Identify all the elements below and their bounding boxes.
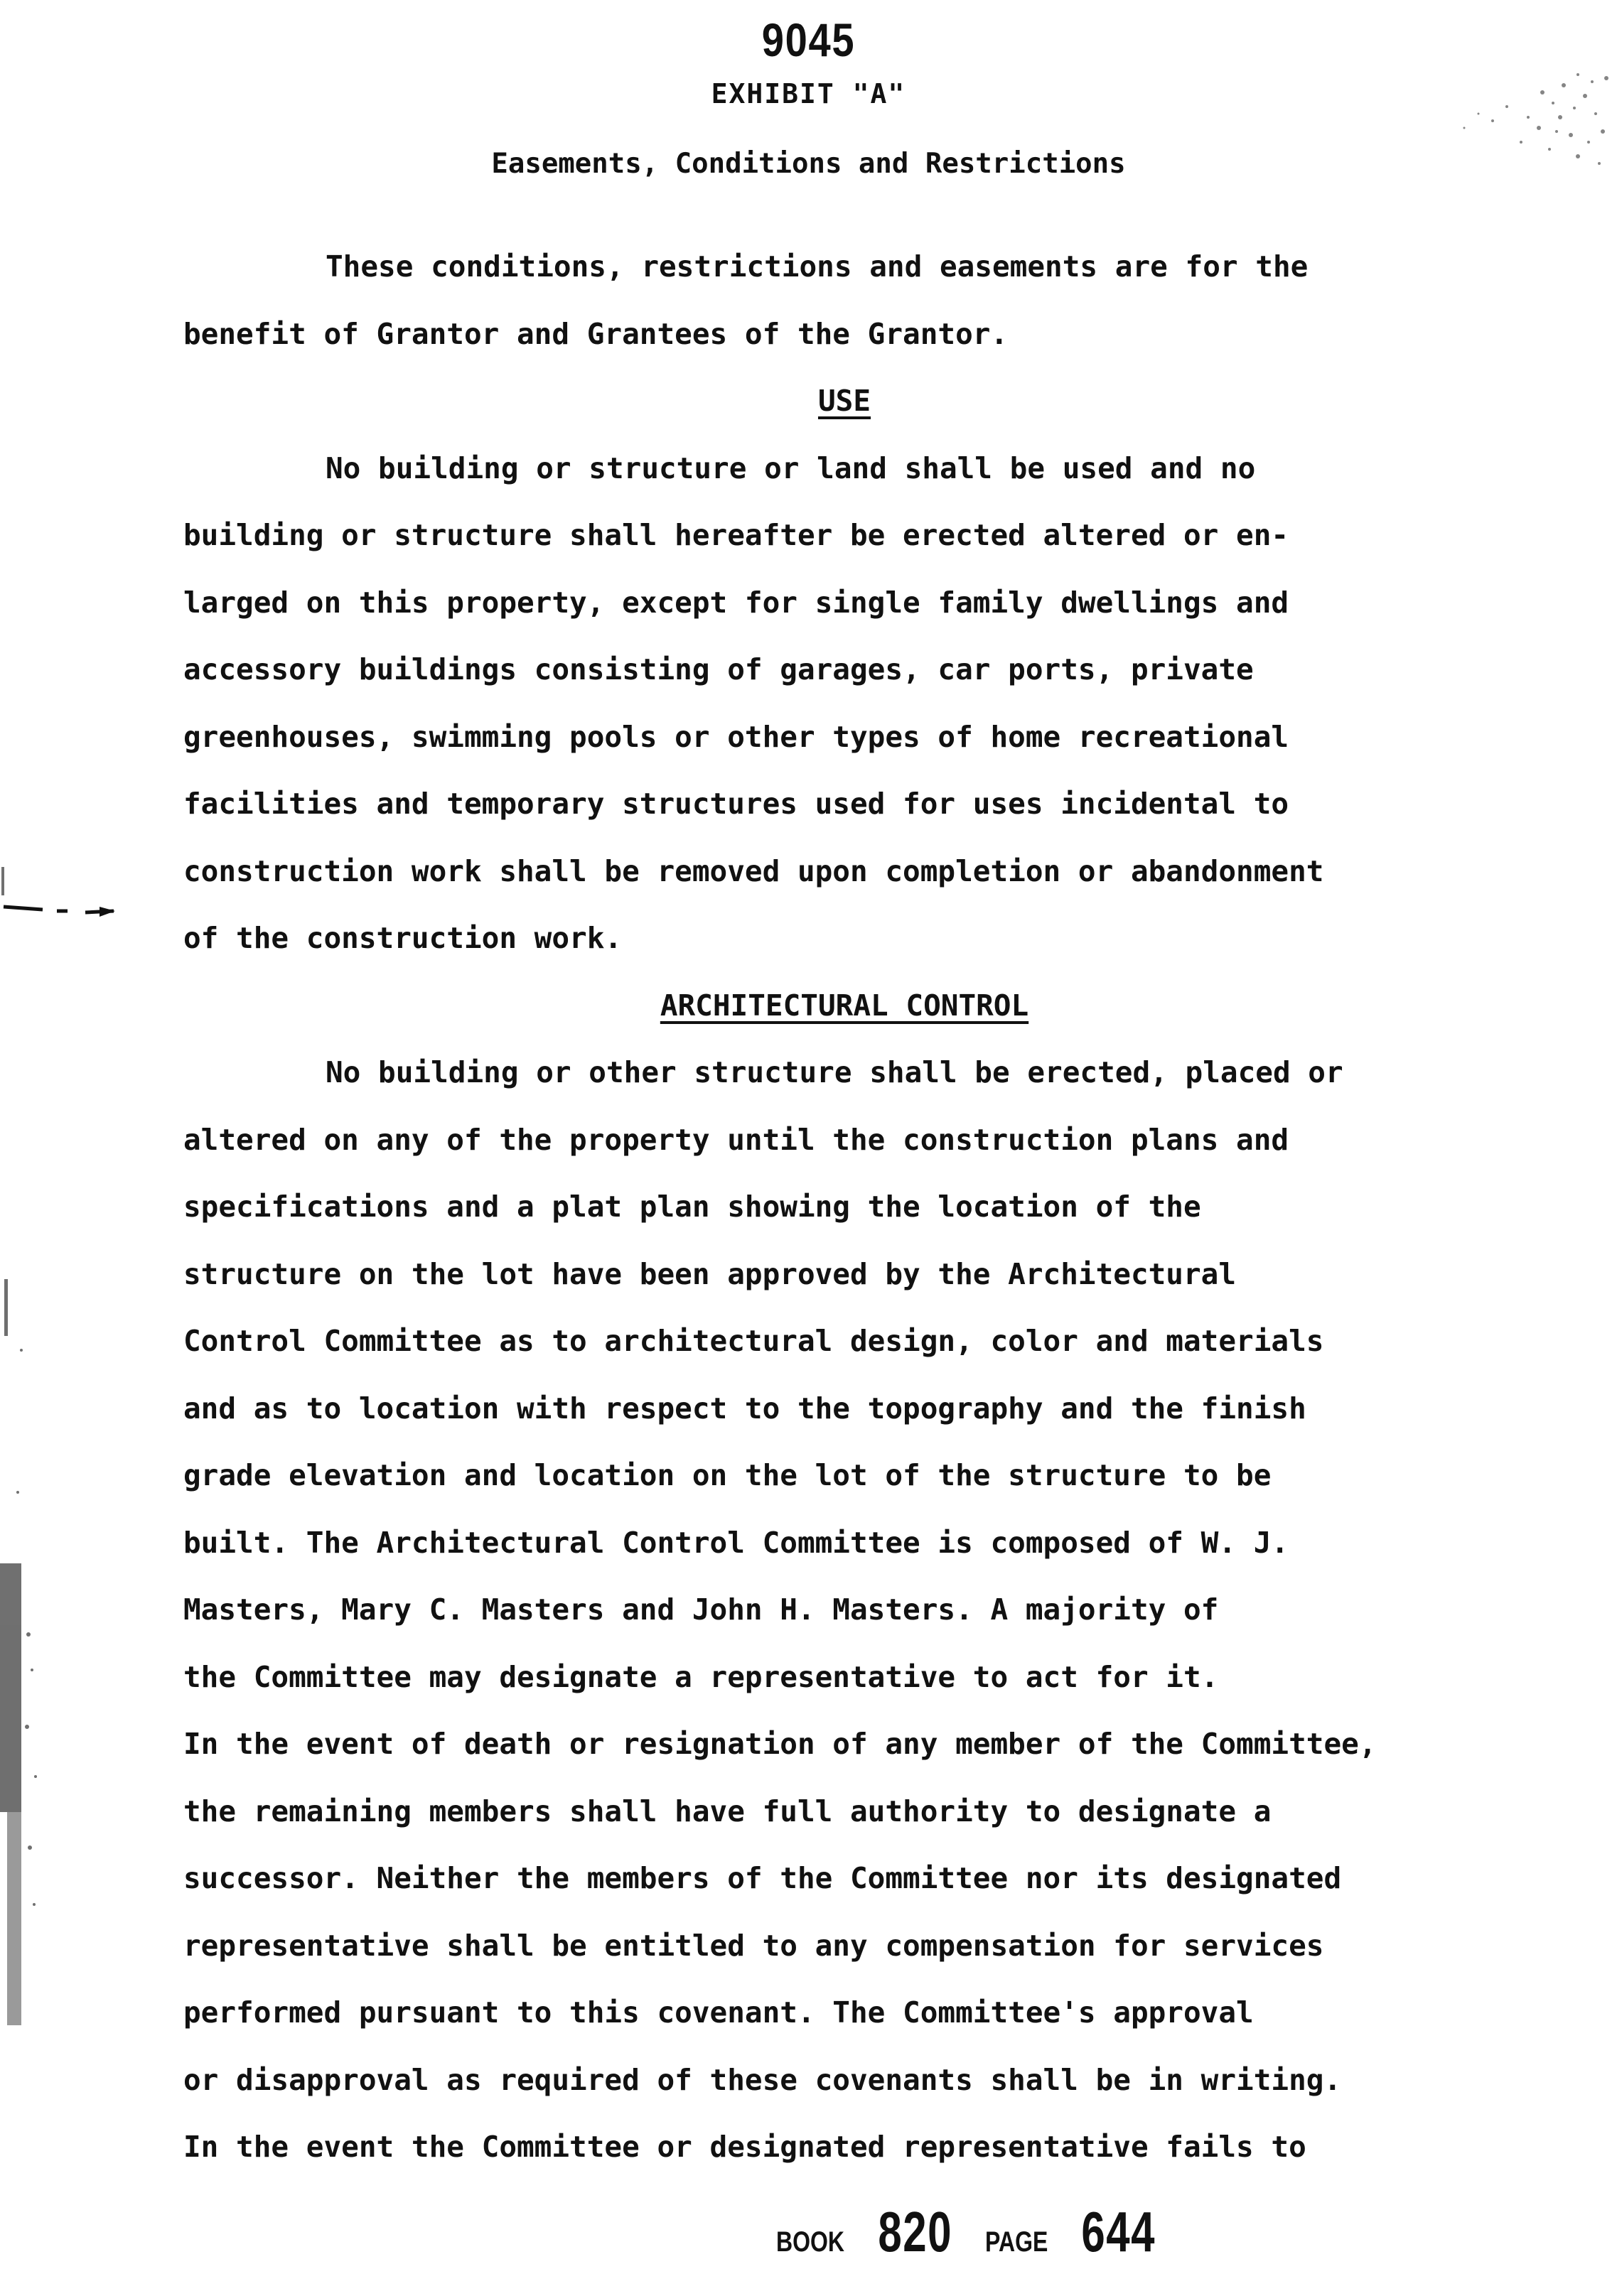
paragraph-line: grade elevation and location on the lot of the structure to be — [183, 1458, 1272, 1492]
section-heading-use: USE — [817, 384, 871, 418]
paragraph-line: or disapproval as required of these covenants shall be in writing. — [183, 2062, 1342, 2097]
scan-edge-marks-left — [0, 853, 64, 2132]
book-number: 820 — [878, 2200, 953, 2263]
document-number: 9045 — [761, 14, 856, 66]
paragraph-line: of the construction work. — [183, 921, 623, 955]
paragraph-line: In the event the Committee or designated representative fails to — [183, 2130, 1306, 2164]
book-page-stamp — [768, 2199, 1168, 2265]
document-subtitle: Easements, Conditions and Restrictions — [491, 148, 1126, 180]
paragraph-line: No building or structure or land shall be used and no — [326, 451, 1256, 485]
paragraph-line: structure on the lot have been approved by the Architectural — [183, 1256, 1237, 1291]
book-label: BOOK — [776, 2226, 844, 2258]
margin-arrow-mark — [0, 897, 121, 925]
page-number: 644 — [1081, 2200, 1156, 2263]
paragraph-line: In the event of death or resignation of any member of the Committee, — [183, 1727, 1377, 1761]
paragraph-line: greenhouses, swimming pools or other types of home recreational — [183, 719, 1289, 754]
paragraph-line: and as to location with respect to the topography and the finish — [183, 1391, 1306, 1425]
page-label: PAGE — [985, 2226, 1048, 2258]
intro-line: benefit of Grantor and Grantees of the Grantor. — [183, 316, 1009, 351]
paragraph-line: the Committee may designate a representative to act for it. — [183, 1659, 1219, 1694]
paragraph-line: larged on this property, except for single family dwellings and — [183, 585, 1289, 620]
intro-line: These conditions, restrictions and easements are for the — [326, 249, 1309, 284]
paragraph-line: Control Committee as to architectural design, color and materials — [183, 1324, 1324, 1358]
paragraph-line: No building or other structure shall be erected, placed or — [326, 1055, 1343, 1089]
paragraph-line: facilities and temporary structures used for uses incidental to — [183, 787, 1289, 821]
paragraph-line: accessory buildings consisting of garages, car ports, private — [183, 652, 1254, 686]
paragraph-line: altered on any of the property until the construction plans and — [183, 1122, 1289, 1157]
paragraph-line: the remaining members shall have full authority to designate a — [183, 1794, 1272, 1828]
paragraph-line: successor. Neither the members of the Committee nor its designated — [183, 1861, 1342, 1895]
paragraph-line: construction work shall be removed upon completion or abandonment — [183, 853, 1324, 888]
paragraph-line: performed pursuant to this covenant. The Committee's approval — [183, 1995, 1254, 2030]
exhibit-title: EXHIBIT "A" — [711, 78, 906, 109]
paragraph-line: building or structure shall hereafter be erected altered or en- — [183, 518, 1289, 552]
paragraph-line: representative shall be entitled to any compensation for services — [183, 1928, 1324, 1963]
paragraph-line: Masters, Mary C. Masters and John H. Masters. A majority of — [183, 1592, 1219, 1627]
body-text — [183, 233, 1505, 2181]
section-heading-architectural-control: ARCHITECTURAL CONTROL — [660, 988, 1029, 1023]
paragraph-line: specifications and a plat plan showing the location of the — [183, 1190, 1201, 1224]
paragraph-line: built. The Architectural Control Committee is composed of W. J. — [183, 1525, 1289, 1560]
